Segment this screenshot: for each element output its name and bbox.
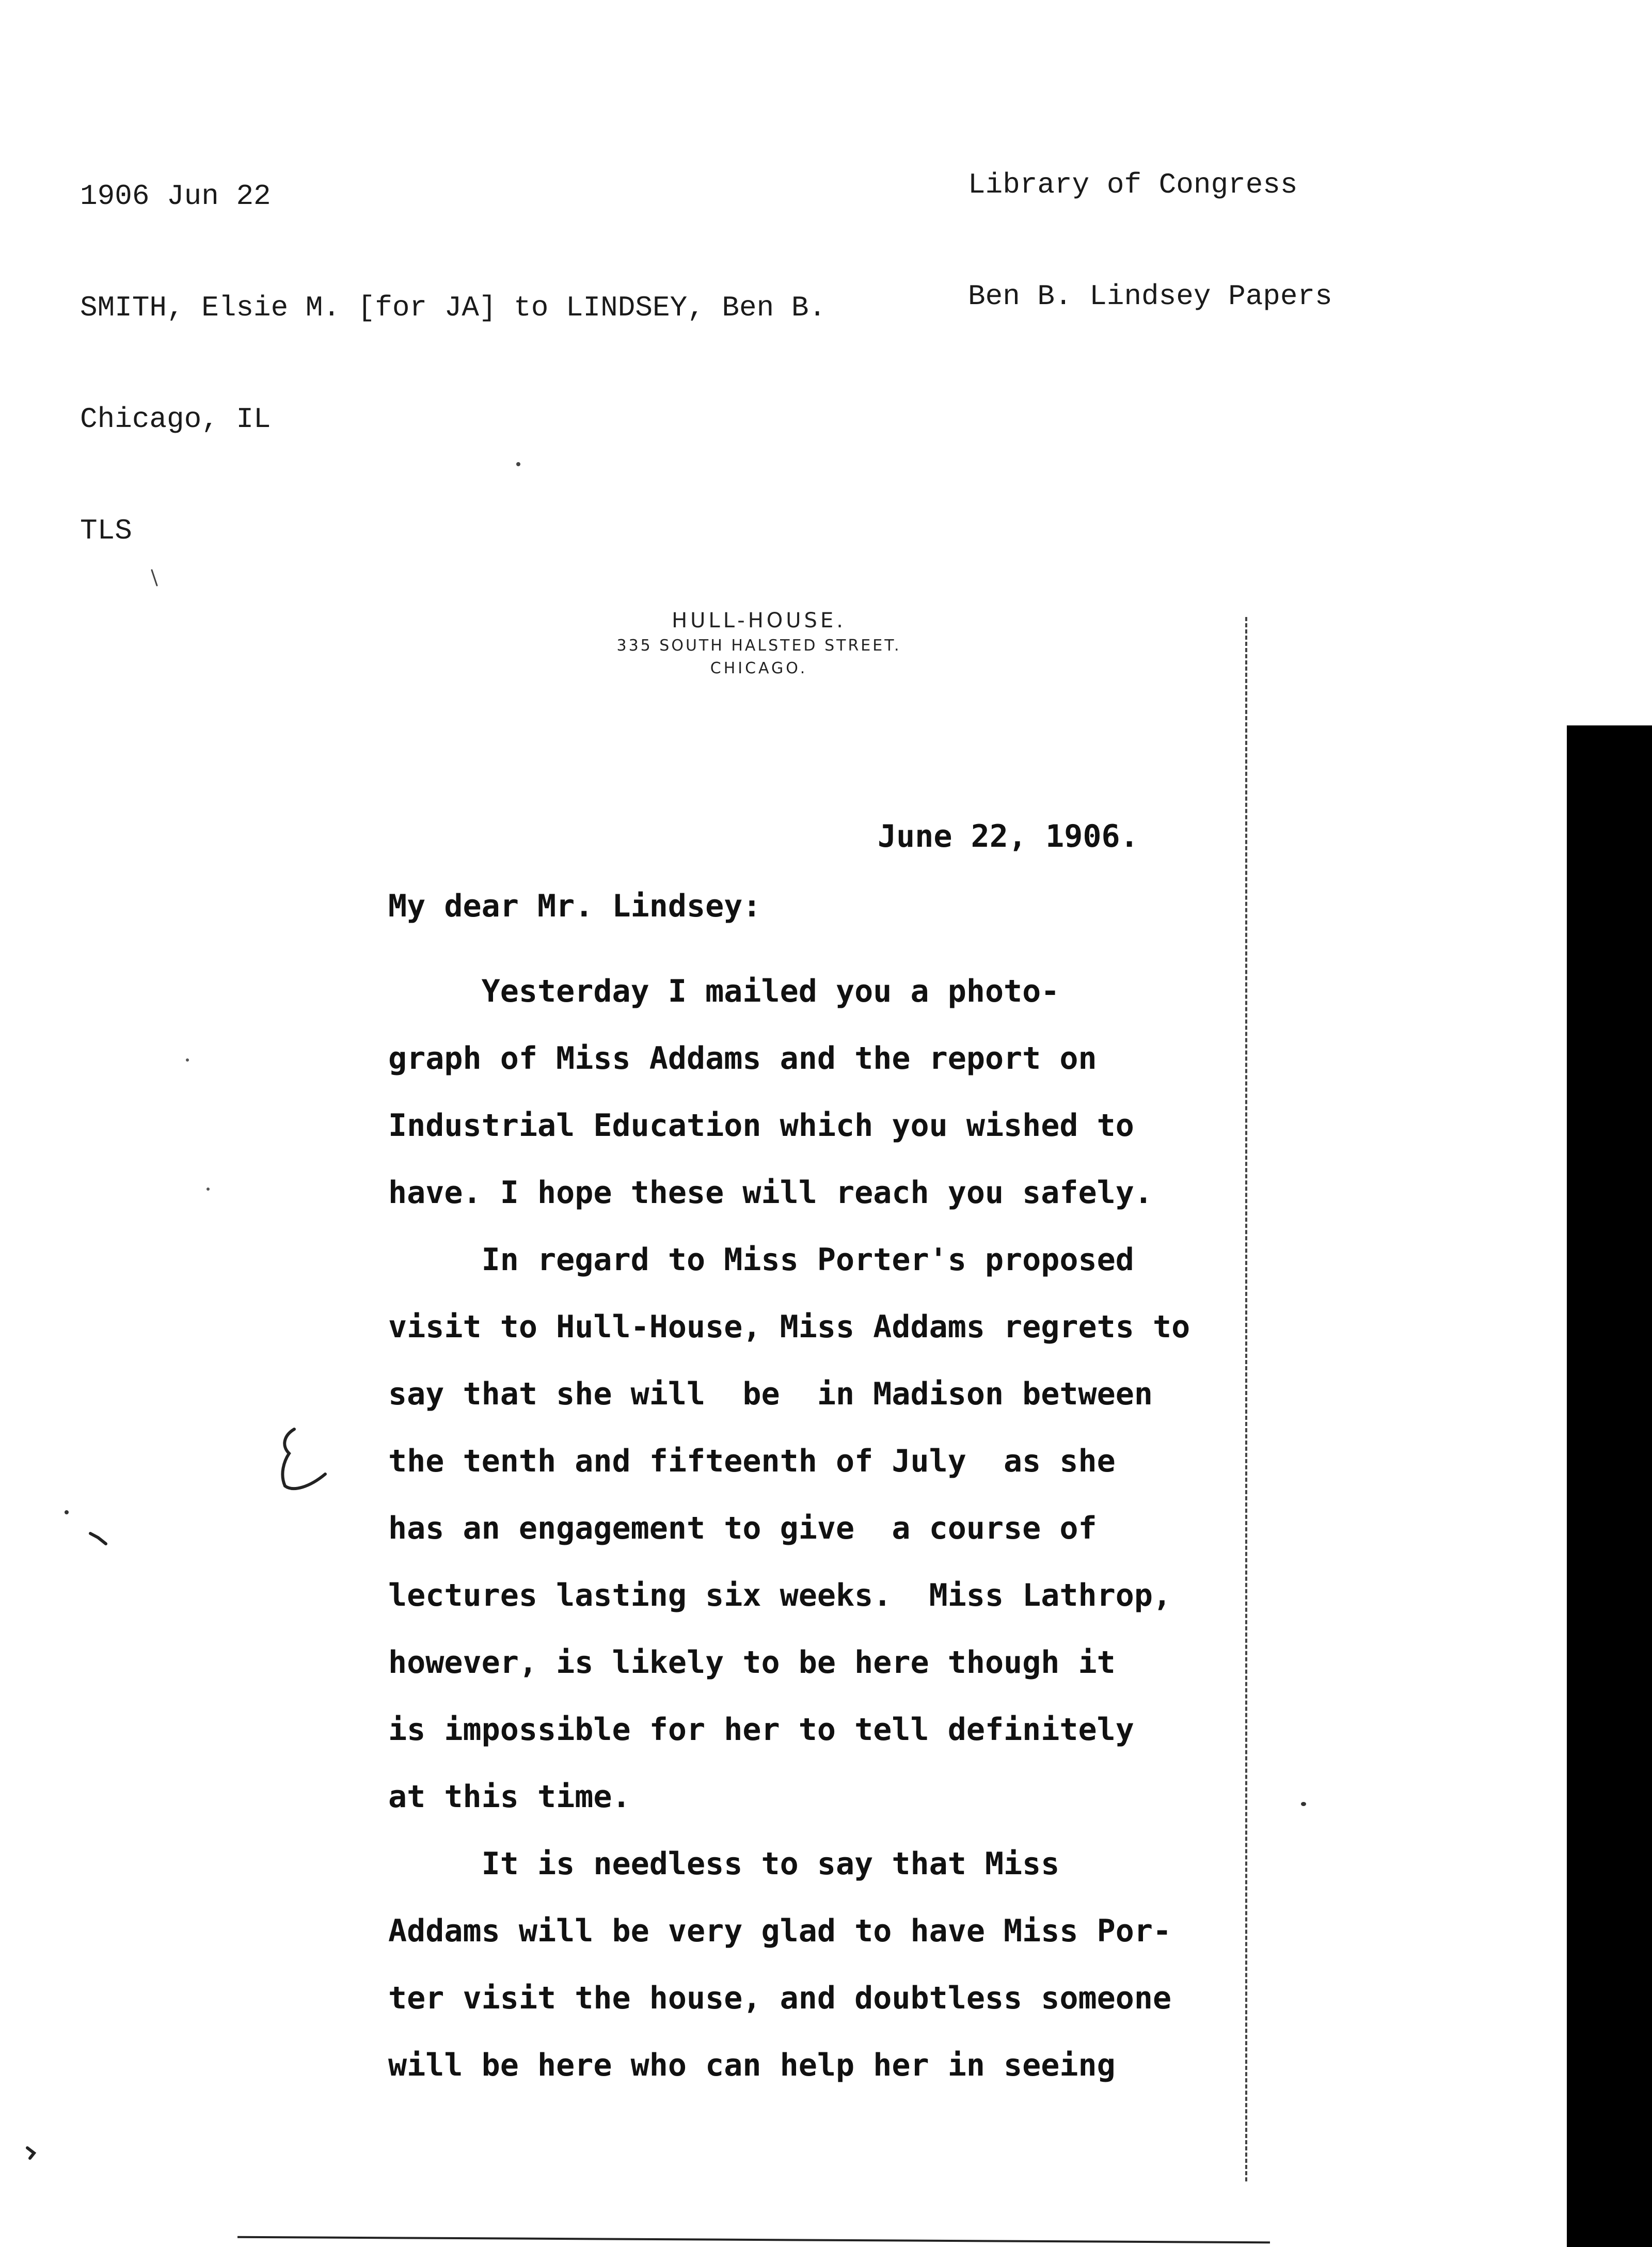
scan-speck-icon bbox=[186, 1058, 189, 1062]
letter-line: Industrial Education which you wished to bbox=[388, 1107, 1134, 1144]
letter-date: June 22, 1906. bbox=[878, 818, 1139, 855]
letter-salutation: My dear Mr. Lindsey: bbox=[388, 888, 761, 924]
letter-line: however, is likely to be here though it bbox=[388, 1644, 1116, 1681]
scan-edge-shadow bbox=[1567, 725, 1652, 2247]
scan-speck-icon bbox=[25, 2143, 45, 2163]
catalog-place: Chicago, IL bbox=[80, 403, 271, 436]
handwritten-mark-icon bbox=[274, 1425, 336, 1497]
letter-line: It is needless to say that Miss bbox=[388, 1846, 1060, 1882]
catalog-type: TLS bbox=[80, 514, 132, 547]
letter-line: have. I hope these will reach you safely. bbox=[388, 1175, 1153, 1211]
archival-catalog-note bbox=[80, 103, 826, 624]
letter-line: graph of Miss Addams and the report on bbox=[388, 1040, 1097, 1077]
letter-line: lectures lasting six weeks. Miss Lathrop, bbox=[388, 1577, 1172, 1613]
letter-body bbox=[388, 958, 1256, 2099]
letter-line: the tenth and fifteenth of July as she bbox=[388, 1443, 1116, 1479]
letter-line: say that she will be in Madison between bbox=[388, 1376, 1153, 1412]
scan-speck-icon bbox=[65, 1510, 69, 1514]
page-edge-rule bbox=[1245, 617, 1247, 2181]
letter-line: visit to Hull-House, Miss Addams regrets to bbox=[388, 1309, 1190, 1345]
letter-line: will be here who can help her in seeing bbox=[388, 2047, 1116, 2083]
scan-speck-icon bbox=[516, 462, 520, 466]
letter-line: at this time. bbox=[388, 1779, 631, 1815]
scan-speck-icon bbox=[1301, 1802, 1306, 1806]
letter-line: ter visit the house, and doubtless someone bbox=[388, 1980, 1172, 2016]
letter-line: Yesterday I mailed you a photo- bbox=[388, 973, 1060, 1009]
scan-bottom-edge bbox=[237, 2236, 1270, 2243]
collection-name: Ben B. Lindsey Papers bbox=[968, 280, 1332, 313]
scan-speck-icon bbox=[150, 568, 160, 589]
catalog-date: 1906 Jun 22 bbox=[80, 180, 271, 213]
archival-collection-note bbox=[968, 92, 1332, 389]
scan-speck-icon bbox=[206, 1188, 210, 1191]
letter-line: is impossible for her to tell definitely bbox=[388, 1712, 1134, 1748]
letterhead-name: HULL-HOUSE. bbox=[672, 609, 846, 632]
letterhead bbox=[516, 607, 1002, 680]
letterhead-street: 335 SOUTH HALSTED STREET. bbox=[616, 637, 901, 655]
collection-repository: Library of Congress bbox=[968, 168, 1298, 201]
scan-speck-icon bbox=[88, 1528, 114, 1549]
letter-line: has an engagement to give a course of bbox=[388, 1510, 1097, 1546]
letter-line: Addams will be very glad to have Miss Por- bbox=[388, 1913, 1172, 1949]
catalog-correspondents: SMITH, Elsie M. [for JA] to LINDSEY, Ben B. bbox=[80, 291, 827, 324]
letter-line: In regard to Miss Porter's proposed bbox=[388, 1242, 1134, 1278]
letterhead-city: CHICAGO. bbox=[710, 659, 808, 677]
